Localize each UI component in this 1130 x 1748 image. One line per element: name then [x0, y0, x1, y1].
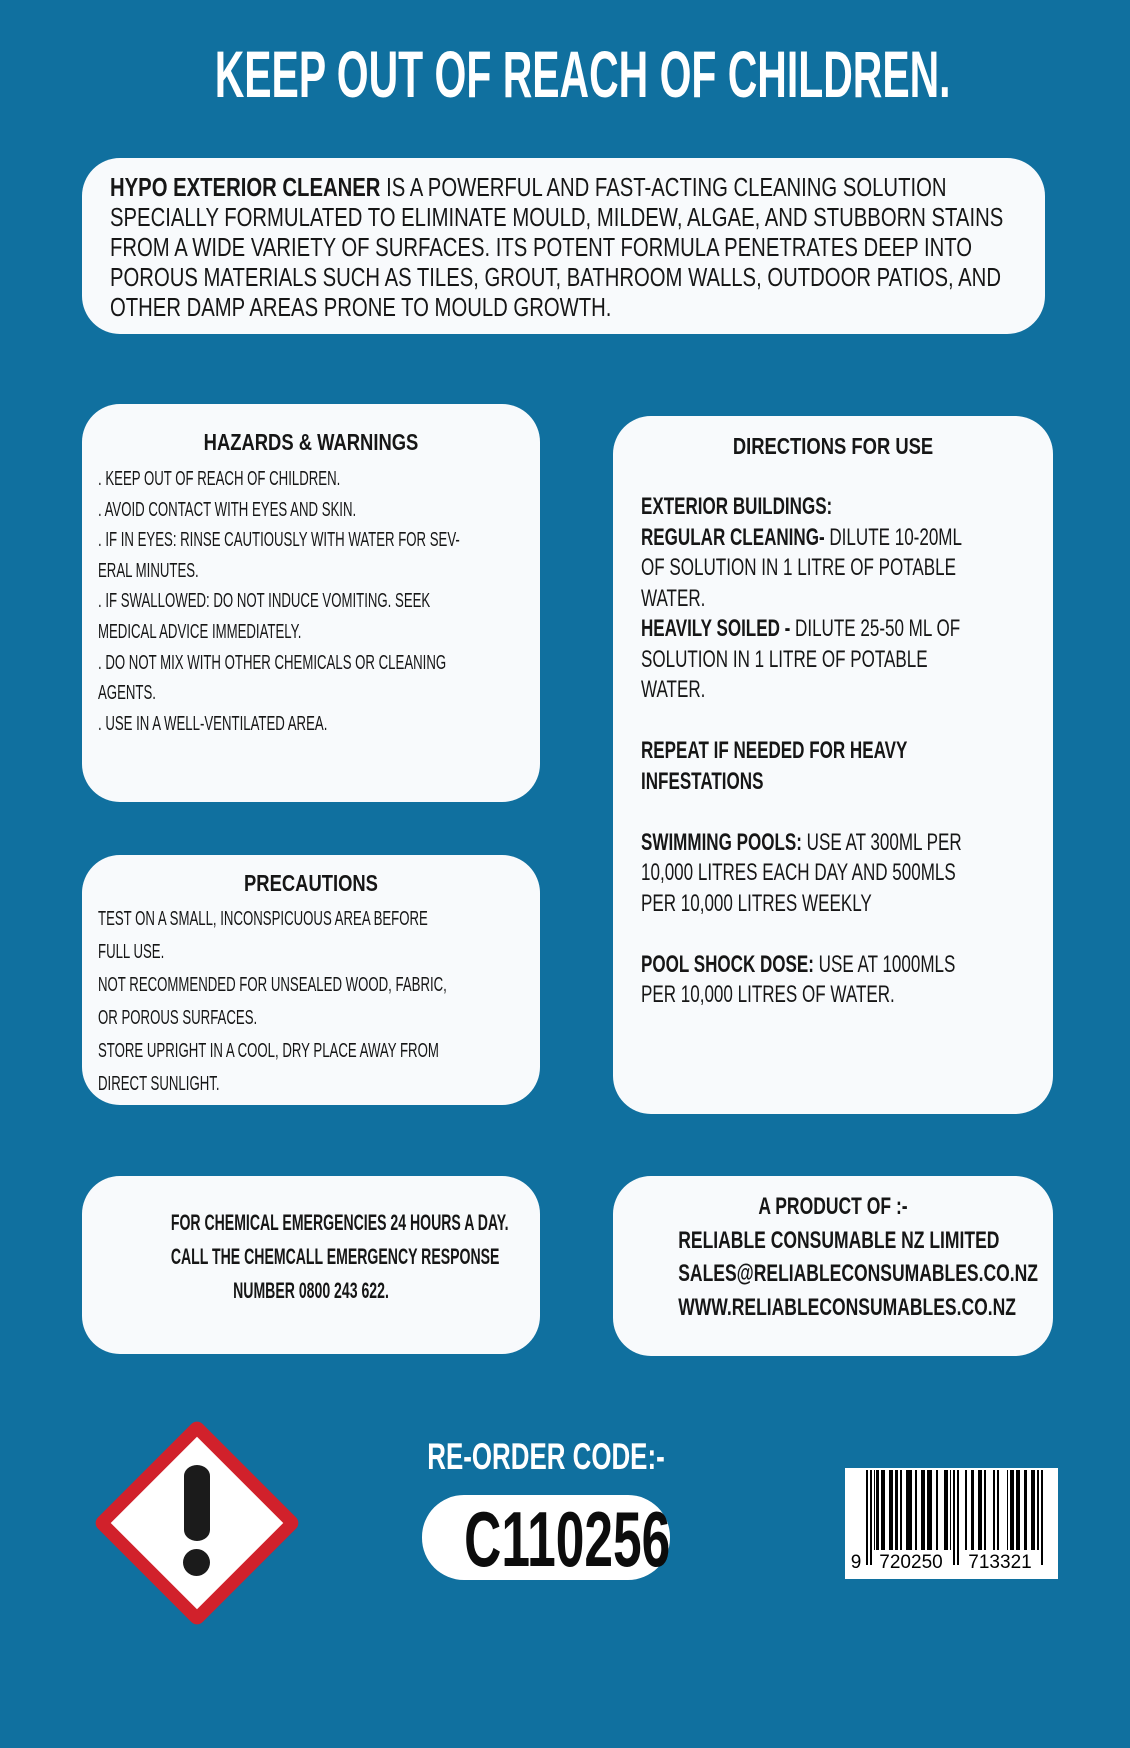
text-line: STORE UPRIGHT IN A COOL, DRY PLACE AWAY FROM	[98, 1040, 439, 1062]
text-line: MEDICAL ADVICE IMMEDIATELY.	[98, 620, 302, 643]
barcode-bar	[923, 1470, 925, 1550]
text-line: FULL USE.	[98, 941, 165, 963]
text-line: REGULAR CLEANING- DILUTE 10-20ML	[641, 523, 962, 551]
keep-out-header-text: KEEP OUT OF REACH OF CHILDREN.	[214, 37, 951, 111]
ghs-exclamation-mark-icon	[123, 1449, 271, 1597]
exclamation-dot	[183, 1549, 210, 1576]
text-line: . USE IN A WELL-VENTILATED AREA.	[98, 712, 328, 735]
barcode-bar	[972, 1470, 974, 1550]
directions-panel	[613, 416, 1053, 1114]
barcode	[845, 1468, 1058, 1579]
barcode-bar	[946, 1470, 948, 1550]
text-line: . AVOID CONTACT WITH EYES AND SKIN.	[98, 498, 357, 521]
text-line: OF SOLUTION IN 1 LITRE OF POTABLE	[641, 554, 956, 581]
barcode-digits-left: 720250	[879, 1552, 943, 1573]
text-line: PER 10,000 LITRES WEEKLY	[641, 889, 872, 917]
precautions-lines	[98, 903, 524, 1101]
text-line: SALES@RELIABLECONSUMABLES.CO.NZ	[678, 1260, 1038, 1287]
text-line: . IF SWALLOWED: DO NOT INDUCE VOMITING. SEEK	[98, 590, 431, 613]
text-line: POOL SHOCK DOSE: USE AT 1000MLS	[641, 950, 956, 978]
text-line: FOR CHEMICAL EMERGENCIES 24 HOURS A DAY.	[170, 1210, 509, 1235]
barcode-bar	[984, 1470, 986, 1550]
text-line: . IF IN EYES: RINSE CAUTIOUSLY WITH WATER FOR SEV-	[98, 529, 460, 552]
barcode-bar	[866, 1470, 868, 1565]
hazards-title: HAZARDS & WARNINGS	[203, 429, 419, 455]
description-text	[110, 172, 1017, 322]
product-of-title: A PRODUCT OF :-	[758, 1193, 908, 1220]
barcode-bar	[993, 1470, 995, 1550]
text-line: RELIABLE CONSUMABLE NZ LIMITED	[678, 1226, 1000, 1254]
directions-title: DIRECTIONS FOR USE	[732, 433, 934, 459]
barcode-bar	[883, 1470, 885, 1550]
text-line: OR POROUS SURFACES.	[98, 1007, 258, 1029]
reorder-label: RE-ORDER CODE:-	[427, 1436, 665, 1477]
directions-lines	[641, 492, 1025, 1011]
hazards-panel	[82, 404, 540, 802]
text-line: HEAVILY SOILED - DILUTE 25-50 ML OF	[641, 615, 961, 642]
description-panel	[82, 158, 1045, 334]
precautions-panel	[82, 855, 540, 1105]
product-name: HYPO EXTERIOR CLEANER	[110, 172, 381, 202]
text-line	[641, 797, 1025, 828]
keep-out-header	[0, 37, 1130, 111]
text-line: PER 10,000 LITRES OF WATER.	[641, 981, 895, 1008]
barcode-bar	[896, 1470, 898, 1550]
product-of-lines	[678, 1224, 1038, 1325]
text-line: . KEEP OUT OF REACH OF CHILDREN.	[98, 468, 341, 490]
text-line: EXTERIOR BUILDINGS:	[641, 493, 833, 520]
barcode-bar	[936, 1470, 938, 1550]
barcode-bar	[980, 1470, 982, 1550]
product-of-panel	[613, 1176, 1053, 1356]
barcode-bar	[1007, 1470, 1009, 1550]
barcode-bar	[877, 1470, 879, 1550]
barcode-bar	[870, 1470, 872, 1565]
text-line: ERAL MINUTES.	[98, 559, 199, 582]
text-line: WATER.	[641, 676, 706, 703]
barcode-bar	[1012, 1470, 1014, 1550]
text-line: SOLUTION IN 1 LITRE OF POTABLE	[641, 645, 928, 673]
barcode-digits-right: 713321	[968, 1552, 1032, 1573]
barcode-bar	[1018, 1470, 1020, 1550]
text-line: TEST ON A SMALL, INCONSPICUOUS AREA BEFORE	[98, 908, 428, 930]
text-line: CALL THE CHEMCALL EMERGENCY RESPONSE	[170, 1244, 500, 1269]
text-line: INFESTATIONS	[641, 767, 764, 795]
emergency-lines	[170, 1206, 509, 1308]
text-line	[641, 706, 1025, 737]
text-line: DIRECT SUNLIGHT.	[98, 1073, 220, 1095]
text-line: NUMBER 0800 243 622.	[233, 1278, 389, 1303]
barcode-bar	[915, 1470, 917, 1550]
reorder-code-pill	[422, 1495, 671, 1583]
barcode-bar	[953, 1470, 955, 1565]
barcode-bar	[900, 1470, 902, 1550]
barcode-bar	[1033, 1470, 1035, 1550]
barcode-bar	[957, 1470, 959, 1565]
precautions-title: PRECAUTIONS	[244, 870, 378, 896]
emergency-panel	[82, 1176, 540, 1354]
barcode-bar	[1037, 1470, 1039, 1550]
barcode-bar	[931, 1470, 933, 1550]
text-line: NOT RECOMMENDED FOR UNSEALED WOOD, FABRIC,	[98, 974, 447, 996]
barcode-bar	[950, 1470, 952, 1550]
barcode-bar	[1041, 1470, 1043, 1565]
text-line: REPEAT IF NEEDED FOR HEAVY	[641, 737, 908, 764]
barcode-bar	[1026, 1470, 1028, 1550]
exclamation-bar	[184, 1465, 210, 1541]
hazards-lines	[98, 464, 524, 739]
barcode-digit-first: 9	[850, 1552, 862, 1573]
barcode-bar	[965, 1470, 967, 1550]
text-line: AGENTS.	[98, 682, 156, 705]
reorder-section	[361, 1437, 731, 1477]
text-line	[641, 919, 1025, 950]
text-line: WATER.	[641, 584, 706, 612]
reorder-code: C110256	[464, 1495, 671, 1583]
text-line: SWIMMING POOLS: USE AT 300ML PER	[641, 828, 962, 856]
barcode-bar	[891, 1470, 893, 1550]
text-line: . DO NOT MIX WITH OTHER CHEMICALS OR CLEANING	[98, 651, 447, 674]
barcode-bar	[997, 1470, 999, 1550]
barcode-bar	[910, 1470, 912, 1550]
text-line: WWW.RELIABLECONSUMABLES.CO.NZ	[678, 1293, 1016, 1321]
text-line: 10,000 LITRES EACH DAY AND 500MLS	[641, 859, 956, 886]
description-body: IS A POWERFUL AND FAST-ACTING CLEANING SOLUTION SPECIALLY FORMULATED TO ELIMINATE MOULD, MILDEW, ALGAE, AND STUBBORN STAINS FROM A WIDE VARIETY OF SURFACES. ITS POTENT FORMULA PENETRATES DEEP INTO POROUS MATERIALS SUCH AS TILES, GROUT, BATHROOM WALLS, OUTDOOR PATIOS, AND OTHER DAMP AREAS PRONE TO MOULD GROWTH.	[110, 172, 1004, 322]
